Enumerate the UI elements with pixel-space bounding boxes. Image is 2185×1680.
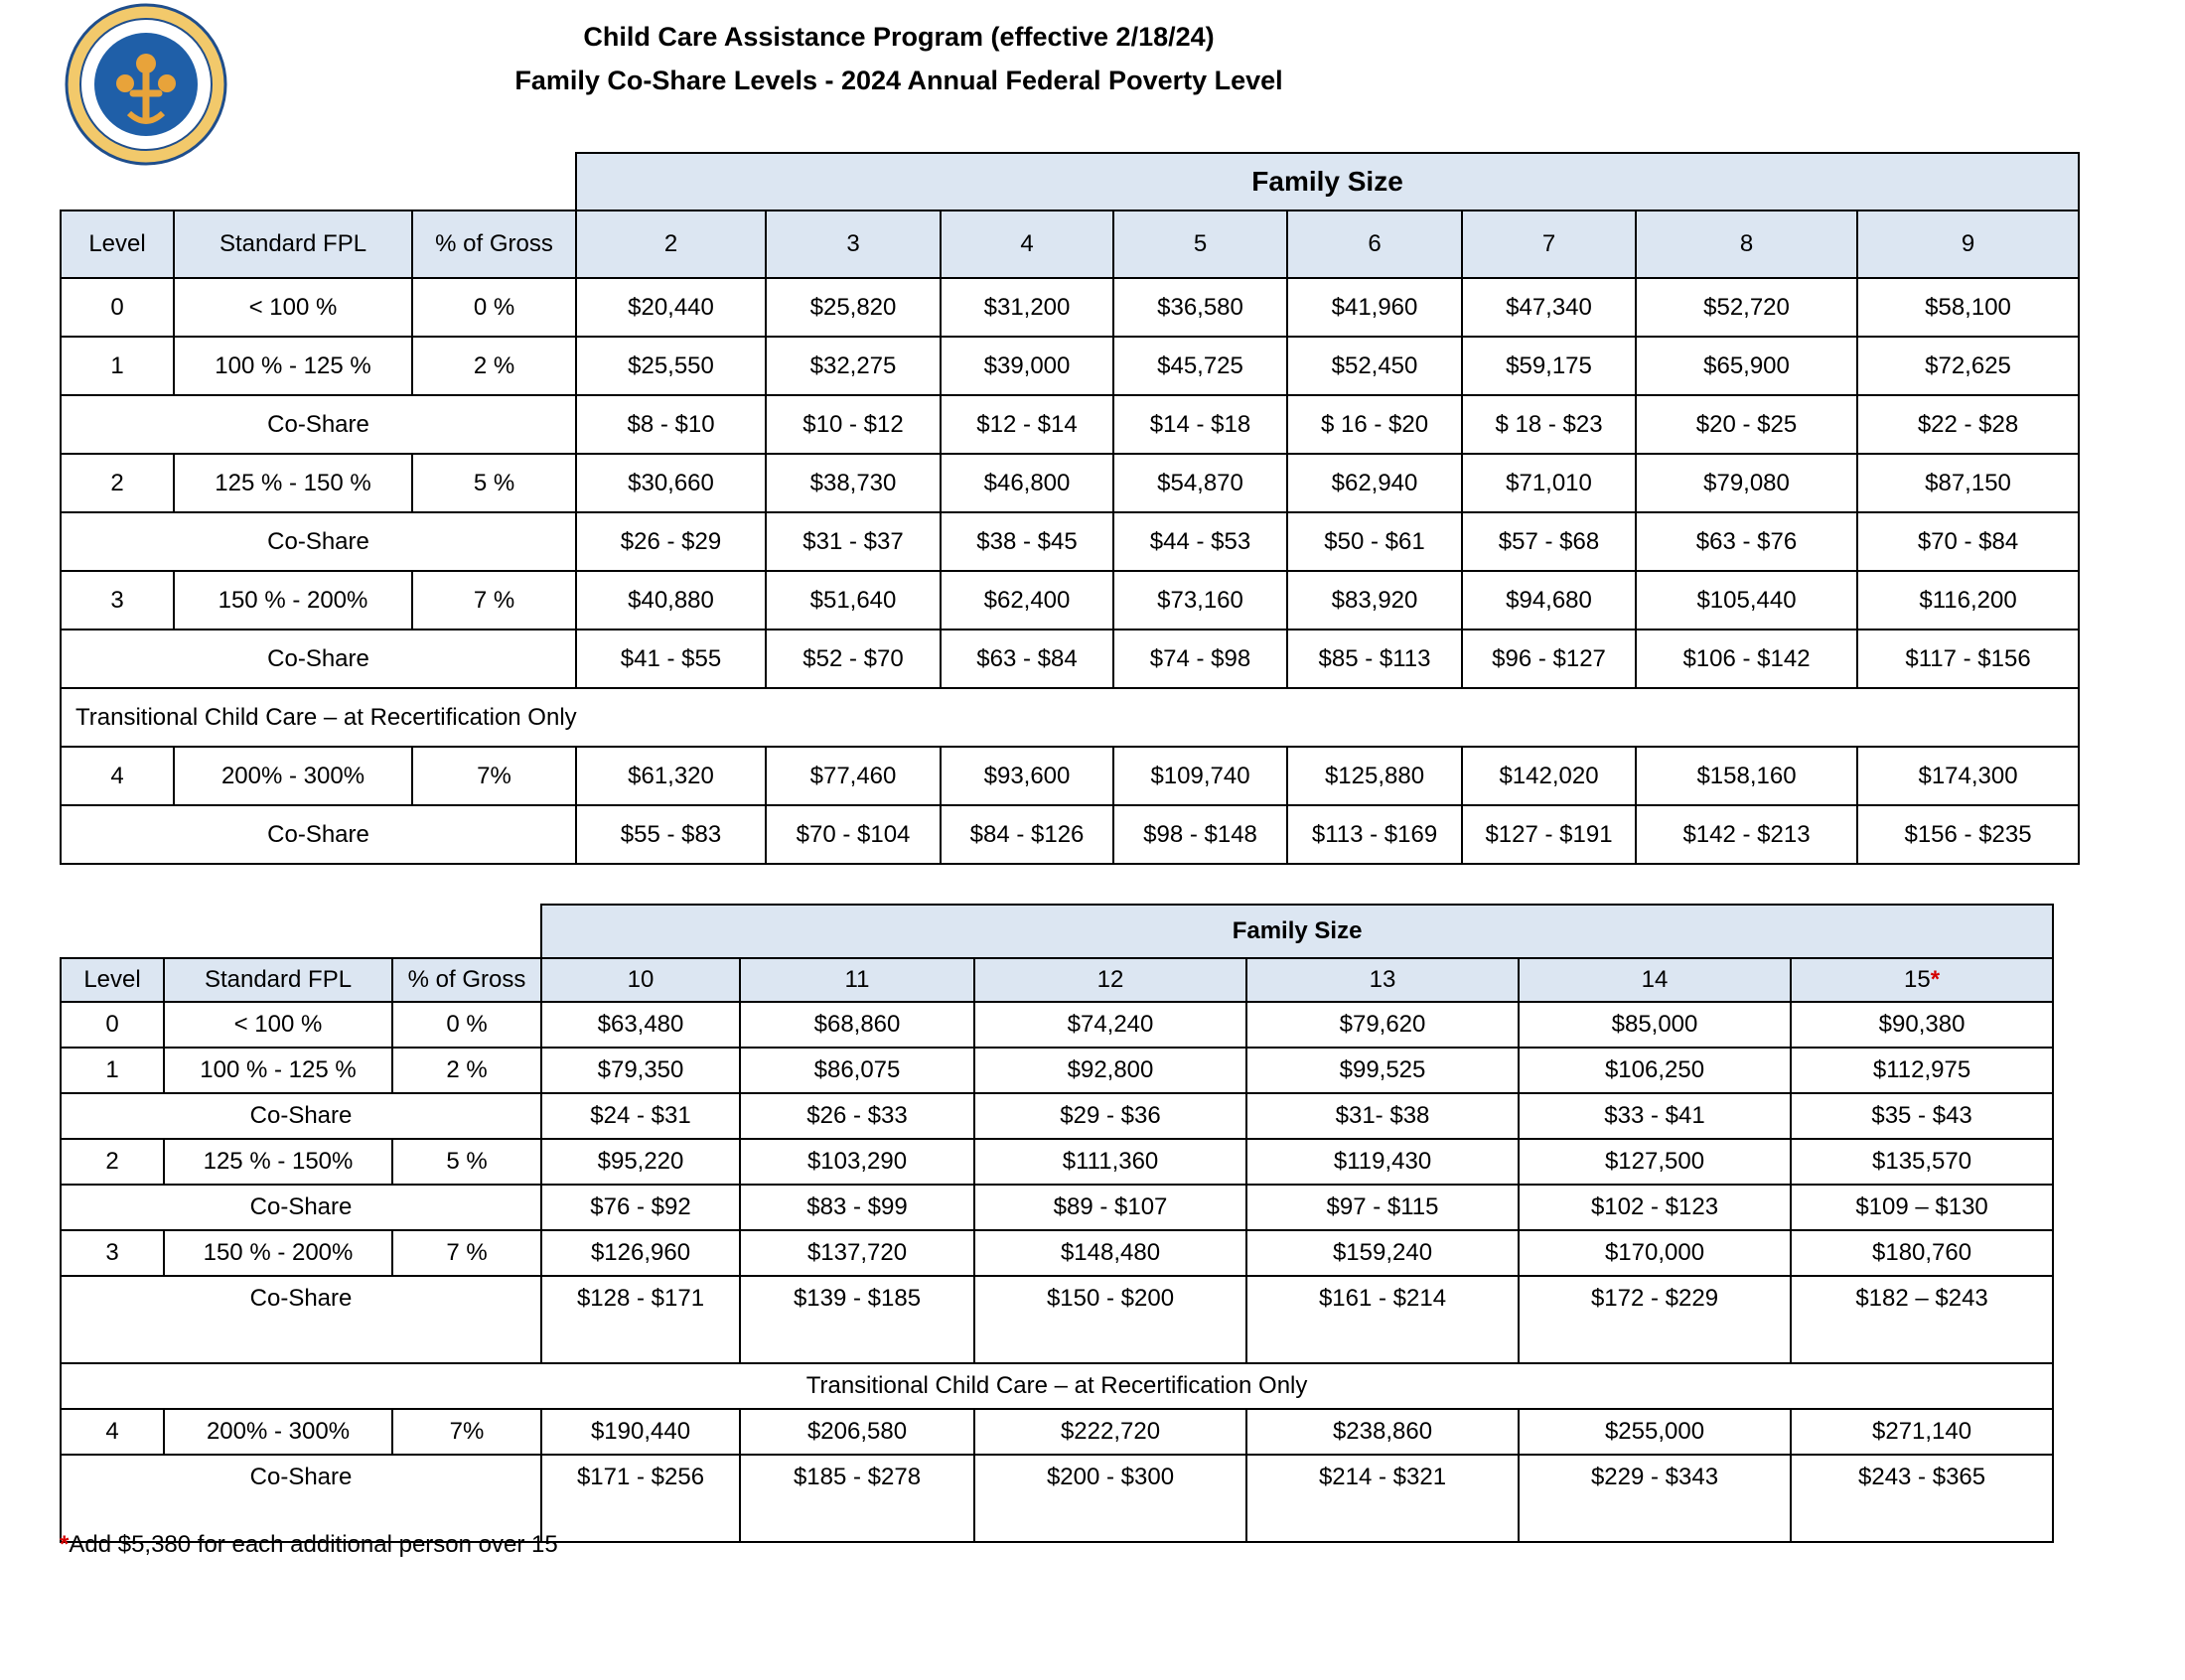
- co-share-label: Co-Share: [61, 1093, 541, 1139]
- cell: $52,720: [1636, 278, 1857, 337]
- cell: $156 - $235: [1857, 805, 2079, 864]
- cell: $76 - $92: [541, 1185, 740, 1230]
- cell: $45,725: [1113, 337, 1287, 395]
- cell: 7%: [392, 1409, 541, 1455]
- co-share-label: Co-Share: [61, 1185, 541, 1230]
- cell: $36,580: [1113, 278, 1287, 337]
- cell: $74,240: [974, 1002, 1246, 1048]
- cell: $113 - $169: [1287, 805, 1462, 864]
- cell: 2 %: [412, 337, 576, 395]
- cell: $73,160: [1113, 571, 1287, 630]
- col-header-level: Level: [61, 958, 164, 1002]
- cell: $93,600: [941, 747, 1113, 805]
- cell: $41,960: [1287, 278, 1462, 337]
- cell: 0: [61, 1002, 164, 1048]
- cell: $94,680: [1462, 571, 1636, 630]
- cell: $40,880: [576, 571, 766, 630]
- cell: $106,250: [1519, 1048, 1791, 1093]
- col-header-standard-fpl: Standard FPL: [164, 958, 392, 1002]
- cell: $ 18 - $23: [1462, 395, 1636, 454]
- cell: 7%: [412, 747, 576, 805]
- cell: $126,960: [541, 1230, 740, 1276]
- transitional-row: [61, 1363, 2053, 1409]
- co-share-row: [61, 630, 2079, 688]
- cell: 0 %: [412, 278, 576, 337]
- col-header-size: 3: [766, 210, 941, 278]
- col-header-pct-gross: % of Gross: [392, 958, 541, 1002]
- co-share-row: [61, 1185, 2053, 1230]
- cell: $85,000: [1519, 1002, 1791, 1048]
- asterisk: *: [1930, 966, 1941, 993]
- cell: $12 - $14: [941, 395, 1113, 454]
- co-share-label: Co-Share: [61, 805, 576, 864]
- col-header-size: 2: [576, 210, 766, 278]
- co-share-label: Co-Share: [61, 630, 576, 688]
- cell: $139 - $185: [740, 1276, 974, 1363]
- cell: $86,075: [740, 1048, 974, 1093]
- cell: $47,340: [1462, 278, 1636, 337]
- cell: 7 %: [412, 571, 576, 630]
- cell: $185 - $278: [740, 1455, 974, 1542]
- table-row: [61, 1409, 2053, 1455]
- co-share-row: [61, 1276, 2053, 1363]
- cell: $25,550: [576, 337, 766, 395]
- cell: $20,440: [576, 278, 766, 337]
- col-header-size: 5: [1113, 210, 1287, 278]
- blank-cell: [61, 905, 541, 958]
- cell: $55 - $83: [576, 805, 766, 864]
- cell: $31,200: [941, 278, 1113, 337]
- cell: $58,100: [1857, 278, 2079, 337]
- title-line-2: Family Co-Share Levels - 2024 Annual Federal Poverty Level: [514, 66, 1283, 95]
- cell: $35 - $43: [1791, 1093, 2053, 1139]
- cell: $99,525: [1246, 1048, 1519, 1093]
- cell: $25,820: [766, 278, 941, 337]
- cell: 125 % - 150%: [164, 1139, 392, 1185]
- cell: 0 %: [392, 1002, 541, 1048]
- cell: $229 - $343: [1519, 1455, 1791, 1542]
- cell: $150 - $200: [974, 1276, 1246, 1363]
- cell: $105,440: [1636, 571, 1857, 630]
- footnote-text: Add $5,380 for each additional person over 15: [69, 1531, 558, 1558]
- cell: $20 - $25: [1636, 395, 1857, 454]
- cell: 7 %: [392, 1230, 541, 1276]
- cell: $50 - $61: [1287, 512, 1462, 571]
- cell: $14 - $18: [1113, 395, 1287, 454]
- cell: $62,940: [1287, 454, 1462, 512]
- cell: 5 %: [412, 454, 576, 512]
- cell: $180,760: [1791, 1230, 2053, 1276]
- cell: $106 - $142: [1636, 630, 1857, 688]
- cell: $62,400: [941, 571, 1113, 630]
- cell: 3: [61, 1230, 164, 1276]
- cell: $174,300: [1857, 747, 2079, 805]
- title-line-1: Child Care Assistance Program (effective 2/18/24): [583, 22, 1215, 52]
- cell: $79,350: [541, 1048, 740, 1093]
- table-row: [61, 337, 2079, 395]
- table-row: [61, 747, 2079, 805]
- table-row: [61, 1002, 2053, 1048]
- cell: $32,275: [766, 337, 941, 395]
- col-header-size: 14: [1519, 958, 1791, 1002]
- cell: $83 - $99: [740, 1185, 974, 1230]
- cell: $142,020: [1462, 747, 1636, 805]
- cell: $52 - $70: [766, 630, 941, 688]
- cell: $97 - $115: [1246, 1185, 1519, 1230]
- cell: $74 - $98: [1113, 630, 1287, 688]
- cell: $190,440: [541, 1409, 740, 1455]
- cell: $68,860: [740, 1002, 974, 1048]
- cell: $24 - $31: [541, 1093, 740, 1139]
- cell: 2: [61, 1139, 164, 1185]
- cell: $172 - $229: [1519, 1276, 1791, 1363]
- co-share-label: Co-Share: [61, 395, 576, 454]
- cell: $31 - $37: [766, 512, 941, 571]
- table-row: [61, 571, 2079, 630]
- cell: $87,150: [1857, 454, 2079, 512]
- cell: $116,200: [1857, 571, 2079, 630]
- co-share-row: [61, 395, 2079, 454]
- table-row: [61, 1230, 2053, 1276]
- cell: $ 16 - $20: [1287, 395, 1462, 454]
- cell: $31- $38: [1246, 1093, 1519, 1139]
- cell: $70 - $84: [1857, 512, 2079, 571]
- cell: $128 - $171: [541, 1276, 740, 1363]
- cell: $112,975: [1791, 1048, 2053, 1093]
- co-share-row: [61, 805, 2079, 864]
- cell: 2: [61, 454, 174, 512]
- table-row: [61, 278, 2079, 337]
- cell: 150 % - 200%: [164, 1230, 392, 1276]
- col-header-size: 7: [1462, 210, 1636, 278]
- cell: $103,290: [740, 1139, 974, 1185]
- cell: $158,160: [1636, 747, 1857, 805]
- cell: $44 - $53: [1113, 512, 1287, 571]
- table-row: [61, 454, 2079, 512]
- cell: < 100 %: [174, 278, 412, 337]
- cell: $84 - $126: [941, 805, 1113, 864]
- cell: 0: [61, 278, 174, 337]
- size-15-label: 15: [1904, 966, 1931, 993]
- cell: $57 - $68: [1462, 512, 1636, 571]
- cell: $142 - $213: [1636, 805, 1857, 864]
- cell: 1: [61, 1048, 164, 1093]
- cell: $63,480: [541, 1002, 740, 1048]
- co-share-label: Co-Share: [61, 1276, 541, 1363]
- cell: $10 - $12: [766, 395, 941, 454]
- cell: $46,800: [941, 454, 1113, 512]
- cell: $238,860: [1246, 1409, 1519, 1455]
- cell: $41 - $55: [576, 630, 766, 688]
- cell: $137,720: [740, 1230, 974, 1276]
- cell: $26 - $33: [740, 1093, 974, 1139]
- cell: $206,580: [740, 1409, 974, 1455]
- co-share-label: Co-Share: [61, 512, 576, 571]
- cell: $38 - $45: [941, 512, 1113, 571]
- cell: 100 % - 125 %: [164, 1048, 392, 1093]
- cell: $111,360: [974, 1139, 1246, 1185]
- cell: $98 - $148: [1113, 805, 1287, 864]
- cell: $30,660: [576, 454, 766, 512]
- col-header-level: Level: [61, 210, 174, 278]
- cell: 100 % - 125 %: [174, 337, 412, 395]
- col-header-size: 6: [1287, 210, 1462, 278]
- cell: 4: [61, 1409, 164, 1455]
- cell: 3: [61, 571, 174, 630]
- cell: $51,640: [766, 571, 941, 630]
- col-header-size: 9: [1857, 210, 2079, 278]
- cell: $52,450: [1287, 337, 1462, 395]
- cell: $39,000: [941, 337, 1113, 395]
- table-row: [61, 1048, 2053, 1093]
- co-share-table-family-10-15: [60, 904, 2054, 1543]
- col-header-standard-fpl: Standard FPL: [174, 210, 412, 278]
- cell: $96 - $127: [1462, 630, 1636, 688]
- cell: 200% - 300%: [164, 1409, 392, 1455]
- cell: 2 %: [392, 1048, 541, 1093]
- cell: $255,000: [1519, 1409, 1791, 1455]
- cell: $38,730: [766, 454, 941, 512]
- cell: $170,000: [1519, 1230, 1791, 1276]
- cell: $61,320: [576, 747, 766, 805]
- family-size-header: Family Size: [576, 153, 2079, 210]
- transitional-label: Transitional Child Care – at Recertification Only: [61, 1363, 2053, 1409]
- cell: $171 - $256: [541, 1455, 740, 1542]
- cell: $8 - $10: [576, 395, 766, 454]
- cell: $95,220: [541, 1139, 740, 1185]
- cell: $79,080: [1636, 454, 1857, 512]
- cell: $83,920: [1287, 571, 1462, 630]
- co-share-table-family-2-9: [60, 152, 2080, 865]
- col-header-size: 13: [1246, 958, 1519, 1002]
- cell: $117 - $156: [1857, 630, 2079, 688]
- cell: $79,620: [1246, 1002, 1519, 1048]
- cell: $65,900: [1636, 337, 1857, 395]
- co-share-row: [61, 1455, 2053, 1542]
- cell: $182 – $243: [1791, 1276, 2053, 1363]
- cell: $71,010: [1462, 454, 1636, 512]
- col-header-size: 4: [941, 210, 1113, 278]
- cell: $29 - $36: [974, 1093, 1246, 1139]
- cell: 1: [61, 337, 174, 395]
- col-header-size: 12: [974, 958, 1246, 1002]
- cell: $119,430: [1246, 1139, 1519, 1185]
- cell: $85 - $113: [1287, 630, 1462, 688]
- cell: 200% - 300%: [174, 747, 412, 805]
- cell: $22 - $28: [1857, 395, 2079, 454]
- transitional-row: [61, 688, 2079, 747]
- cell: $109,740: [1113, 747, 1287, 805]
- cell: $135,570: [1791, 1139, 2053, 1185]
- cell: $148,480: [974, 1230, 1246, 1276]
- col-header-size-15: [1791, 958, 2053, 1002]
- footnote: [60, 1531, 558, 1559]
- co-share-row: [61, 512, 2079, 571]
- cell: $109 – $130: [1791, 1185, 2053, 1230]
- cell: $54,870: [1113, 454, 1287, 512]
- cell: $159,240: [1246, 1230, 1519, 1276]
- cell: $90,380: [1791, 1002, 2053, 1048]
- cell: $33 - $41: [1519, 1093, 1791, 1139]
- cell: $161 - $214: [1246, 1276, 1519, 1363]
- cell: 150 % - 200%: [174, 571, 412, 630]
- cell: $214 - $321: [1246, 1455, 1519, 1542]
- cell: $70 - $104: [766, 805, 941, 864]
- cell: < 100 %: [164, 1002, 392, 1048]
- blank-cell: [61, 153, 576, 210]
- co-share-label: Co-Share: [61, 1455, 541, 1542]
- cell: $63 - $76: [1636, 512, 1857, 571]
- cell: $200 - $300: [974, 1455, 1246, 1542]
- transitional-label: Transitional Child Care – at Recertification Only: [61, 688, 2079, 747]
- family-size-header: Family Size: [541, 905, 2053, 958]
- cell: $125,880: [1287, 747, 1462, 805]
- cell: $243 - $365: [1791, 1455, 2053, 1542]
- cell: 125 % - 150 %: [174, 454, 412, 512]
- col-header-pct-gross: % of Gross: [412, 210, 576, 278]
- cell: $89 - $107: [974, 1185, 1246, 1230]
- cell: 5 %: [392, 1139, 541, 1185]
- cell: $63 - $84: [941, 630, 1113, 688]
- co-share-row: [61, 1093, 2053, 1139]
- cell: $102 - $123: [1519, 1185, 1791, 1230]
- cell: $26 - $29: [576, 512, 766, 571]
- cell: $59,175: [1462, 337, 1636, 395]
- cell: $222,720: [974, 1409, 1246, 1455]
- cell: $127,500: [1519, 1139, 1791, 1185]
- cell: $127 - $191: [1462, 805, 1636, 864]
- cell: $92,800: [974, 1048, 1246, 1093]
- table-row: [61, 1139, 2053, 1185]
- cell: $271,140: [1791, 1409, 2053, 1455]
- col-header-size: 10: [541, 958, 740, 1002]
- cell: $77,460: [766, 747, 941, 805]
- col-header-size: 11: [740, 958, 974, 1002]
- footnote-asterisk: *: [60, 1531, 70, 1558]
- cell: $72,625: [1857, 337, 2079, 395]
- cell: 4: [61, 747, 174, 805]
- col-header-size: 8: [1636, 210, 1857, 278]
